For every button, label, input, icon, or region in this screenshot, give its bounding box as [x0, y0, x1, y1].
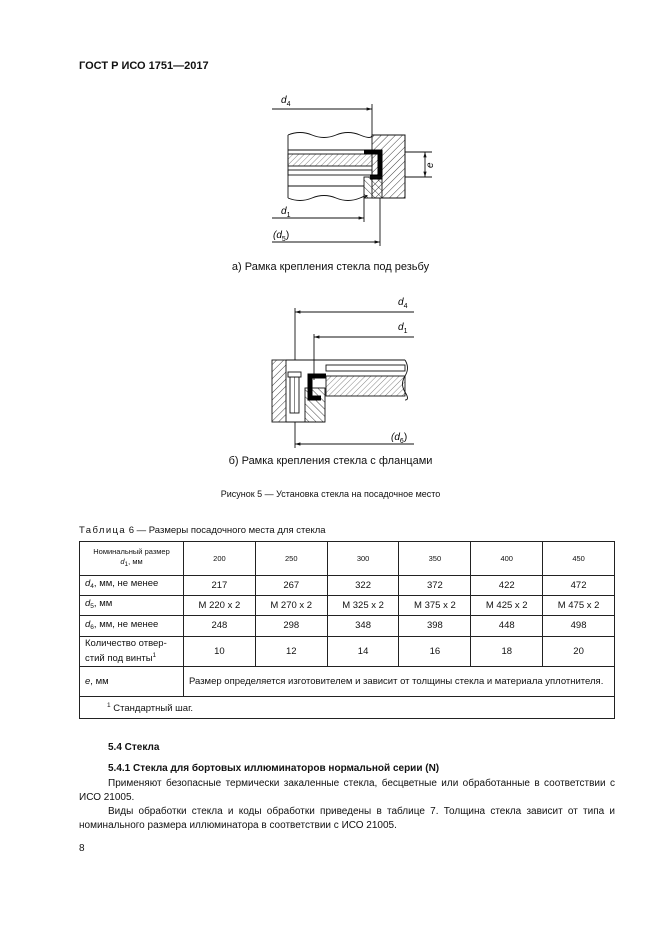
table-cell: M 475 x 2 — [543, 596, 615, 616]
fig-a-label-d1: $d_1$ — [281, 206, 291, 219]
table-row — [80, 637, 615, 667]
table-row — [80, 667, 615, 697]
table-cell: 12 — [255, 637, 327, 667]
figure-a-drawing — [272, 104, 432, 246]
fig-a-label-e: e — [425, 162, 436, 168]
fig-a-label-d5: $(d_5)$ — [273, 230, 290, 243]
table-cell: 16 — [399, 637, 471, 667]
table-cell: 217 — [184, 576, 256, 596]
paragraph-1: Применяют безопасные термически закаленные стекла, бесцветные или обработанные в соответствии с ИСО 21005. — [79, 778, 615, 803]
table-cell: 372 — [399, 576, 471, 596]
fig-a-label-d4: $d_4$ — [281, 95, 291, 108]
table-title: Таблица 6 — Размеры посадочного места для стекла — [79, 525, 326, 536]
row-label: $d_5$, мм — [80, 596, 184, 616]
table-row — [80, 616, 615, 637]
header-size-cell: 400 — [471, 542, 543, 576]
row-label: e, мм — [80, 667, 184, 697]
section-heading-5-4-1: 5.4.1 Стекла для бортовых иллюминаторов нормальной серии (N) — [108, 763, 440, 774]
paragraph-2: Виды обработки стекла и коды обработки приведены в таблице 7. Толщина стекла зависит от типа и номинального размера иллюминатора в соответствии с ИСО 21005. — [79, 806, 615, 831]
row-label: Количество отвер- стий под винты$^1$ — [80, 637, 184, 667]
fig-b-label-d1: $d_1$ — [398, 322, 408, 335]
document-header: ГОСТ Р ИСО 1751—2017 — [79, 60, 209, 72]
table-cell: 14 — [327, 637, 399, 667]
table-cell: 298 — [255, 616, 327, 637]
table-cell-description: Размер определяется изготовителем и зависит от толщины стекла и материала уплотнителя. — [184, 667, 615, 697]
table-6 — [79, 541, 615, 719]
table-cell: M 425 x 2 — [471, 596, 543, 616]
table-cell: M 325 x 2 — [327, 596, 399, 616]
table-cell: M 375 x 2 — [399, 596, 471, 616]
header-size-cell: 350 — [399, 542, 471, 576]
section-heading-5-4: 5.4 Стекла — [108, 742, 160, 753]
fig-b-label-d6: $(d_6)$ — [391, 432, 408, 445]
header-size-cell: 450 — [543, 542, 615, 576]
table-cell: 448 — [471, 616, 543, 637]
table-header-row — [80, 542, 615, 576]
table-cell: 248 — [184, 616, 256, 637]
figure-b-caption: б) Рамка крепления стекла с фланцами — [228, 455, 433, 467]
table-cell: 18 — [471, 637, 543, 667]
table-cell: 267 — [255, 576, 327, 596]
table-footnote: $^1$ Стандартный шаг. — [80, 697, 615, 719]
table-cell: 472 — [543, 576, 615, 596]
figure-b-drawing — [272, 308, 414, 448]
table-cell: 498 — [543, 616, 615, 637]
table-cell: M 220 x 2 — [184, 596, 256, 616]
table-cell: 348 — [327, 616, 399, 637]
row-label: $d_6$, мм, не менее — [80, 616, 184, 637]
table-cell: 422 — [471, 576, 543, 596]
table-row — [80, 576, 615, 596]
header-label-cell: Номинальный размер $d_1$, мм — [80, 542, 184, 576]
figure-a-caption: а) Рамка крепления стекла под резьбу — [231, 261, 430, 273]
table-cell: 20 — [543, 637, 615, 667]
table-footnote-row — [80, 697, 615, 719]
table-cell: 322 — [327, 576, 399, 596]
header-size-cell: 200 — [184, 542, 256, 576]
table-cell: M 270 x 2 — [255, 596, 327, 616]
header-size-cell: 250 — [255, 542, 327, 576]
table-row — [80, 596, 615, 616]
fig-b-label-d4: $d_4$ — [398, 297, 408, 310]
figure-caption: Рисунок 5 — Установка стекла на посадочное место — [220, 489, 441, 499]
page-number: 8 — [79, 843, 85, 854]
row-label: $d_4$, мм, не менее — [80, 576, 184, 596]
table-cell: 10 — [184, 637, 256, 667]
header-size-cell: 300 — [327, 542, 399, 576]
table-cell: 398 — [399, 616, 471, 637]
